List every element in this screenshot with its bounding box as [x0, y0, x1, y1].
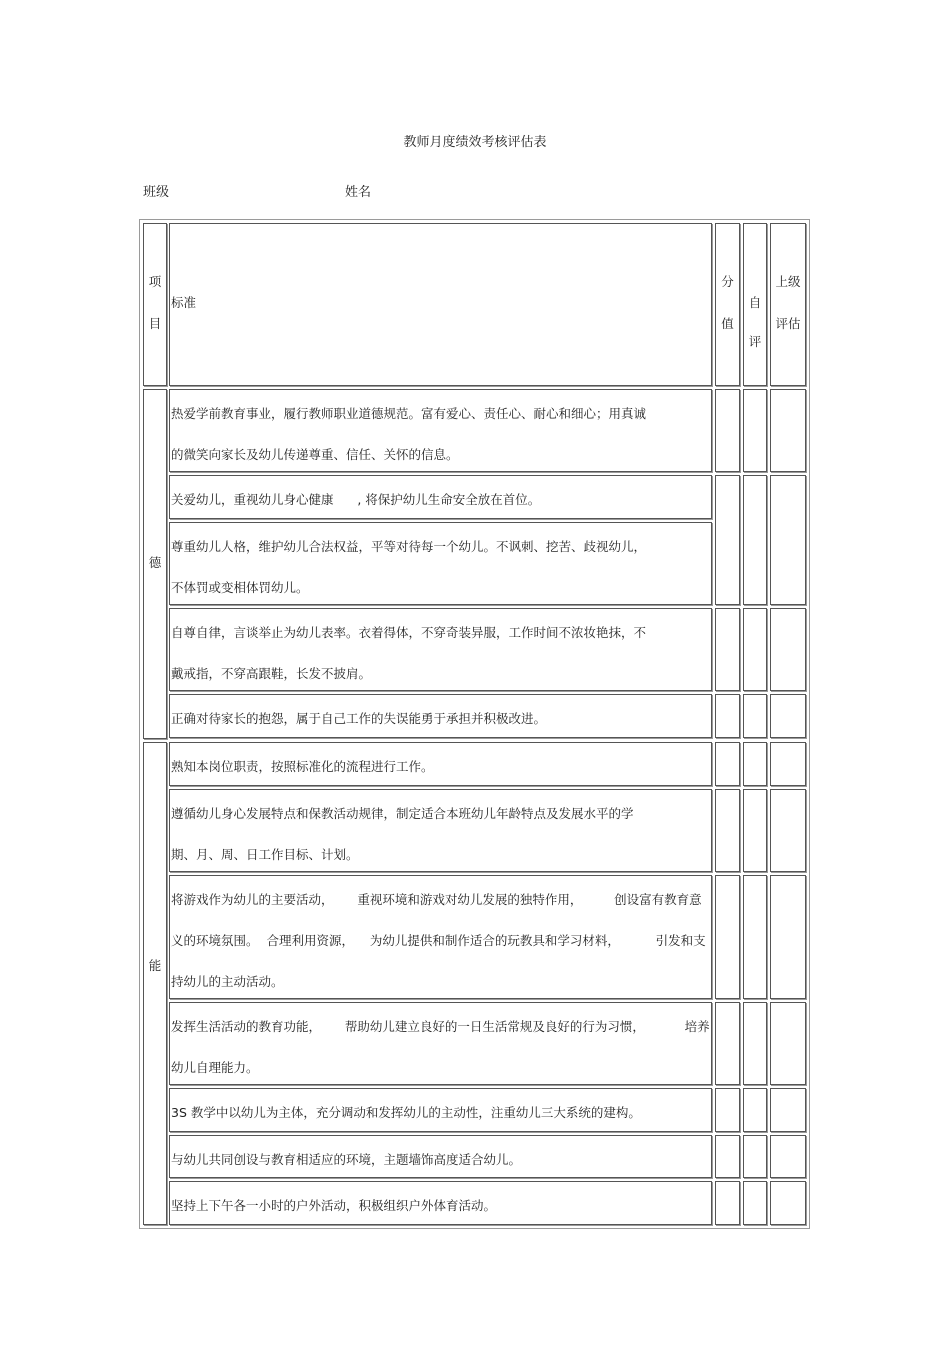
- criterion-line: 热爱学前教育事业，履行教师职业道德规范。富有爱心、责任心、耐心和细心；用真诚: [171, 406, 647, 421]
- category-neng-cell: [143, 742, 167, 1225]
- self-eval-cell[interactable]: [743, 789, 767, 872]
- criterion-row: [169, 1135, 712, 1178]
- superior-eval-cell[interactable]: [770, 608, 806, 691]
- header-superior-line-1: 上级: [775, 274, 801, 289]
- header-self-char-2: 评: [748, 334, 762, 349]
- score-cell[interactable]: [715, 475, 740, 605]
- criterion-line: 义的环境氛围。 合理利用资源， 为幼儿提供和制作适合的玩教具和学习材料， 引发和支: [171, 933, 706, 948]
- criterion-row: [169, 608, 712, 691]
- class-label: 班级: [143, 185, 170, 200]
- criterion-row: [169, 789, 712, 872]
- superior-eval-cell[interactable]: [770, 875, 806, 999]
- criterion-row: [169, 694, 712, 738]
- criterion-line: 自尊自律，言谈举止为幼儿表率。衣着得体，不穿奇装异服，工作时间不浓妆艳抹，不: [171, 625, 647, 640]
- self-eval-cell[interactable]: [743, 1088, 767, 1132]
- self-eval-cell[interactable]: [743, 608, 767, 691]
- criterion-line: 戴戒指，不穿高跟鞋，长发不披肩。: [171, 666, 372, 681]
- self-eval-cell[interactable]: [743, 1181, 767, 1225]
- criterion-row: [169, 742, 712, 786]
- superior-eval-cell[interactable]: [770, 1135, 806, 1178]
- self-eval-cell[interactable]: [743, 1002, 767, 1085]
- name-label: 姓名: [345, 185, 372, 200]
- header-item-cell: [143, 223, 167, 386]
- criterion-row: [169, 1088, 712, 1132]
- criterion-row: [169, 389, 712, 472]
- criterion-row: [169, 1002, 712, 1085]
- criterion-line: 不体罚或变相体罚幼儿。: [171, 580, 309, 595]
- superior-eval-cell[interactable]: [770, 1002, 806, 1085]
- criterion-line: 与幼儿共同创设与教育相适应的环境，主题墙饰高度适合幼儿。: [171, 1152, 522, 1167]
- score-cell[interactable]: [715, 1088, 740, 1132]
- header-self-char-1: 自: [748, 295, 762, 310]
- self-eval-cell[interactable]: [743, 742, 767, 786]
- self-eval-cell[interactable]: [743, 389, 767, 472]
- self-eval-cell[interactable]: [743, 694, 767, 738]
- header-item-char-1: 项: [148, 274, 162, 289]
- score-cell[interactable]: [715, 694, 740, 738]
- criterion-row: [169, 875, 712, 999]
- self-eval-cell[interactable]: [743, 475, 767, 605]
- superior-eval-cell[interactable]: [770, 694, 806, 738]
- superior-eval-cell[interactable]: [770, 742, 806, 786]
- category-neng-label: 能: [148, 958, 162, 973]
- score-cell[interactable]: [715, 875, 740, 999]
- criterion-line: 关爱幼儿，重视幼儿身心健康 , 将保护幼儿生命安全放在首位。: [171, 492, 541, 507]
- page-title: 教师月度绩效考核评估表: [403, 135, 547, 150]
- header-self-cell: [743, 223, 767, 386]
- criterion-line: 的微笑向家长及幼儿传递尊重、信任、关怀的信息。: [171, 447, 459, 462]
- category-de-cell: [143, 389, 167, 739]
- header-superior-line-2: 评估: [775, 316, 801, 331]
- criterion-line: 正确对待家长的抱怨，属于自己工作的失误能勇于承担并积极改进。: [171, 711, 547, 726]
- criterion-line: 将游戏作为幼儿的主要活动， 重视环境和游戏对幼儿发展的独特作用， 创设富有教育意: [171, 892, 702, 907]
- criterion-row: [169, 522, 712, 605]
- superior-eval-cell[interactable]: [770, 475, 806, 605]
- score-cell[interactable]: [715, 742, 740, 786]
- category-de-label: 德: [148, 555, 162, 570]
- score-cell[interactable]: [715, 789, 740, 872]
- superior-eval-cell[interactable]: [770, 789, 806, 872]
- self-eval-cell[interactable]: [743, 1135, 767, 1178]
- criterion-line: 熟知本岗位职责，按照标准化的流程进行工作。: [171, 759, 434, 774]
- criterion-line: 3S 教学中以幼儿为主体，充分调动和发挥幼儿的主动性，注重幼儿三大系统的建构。: [171, 1105, 641, 1120]
- score-cell[interactable]: [715, 1181, 740, 1225]
- criterion-line: 发挥生活活动的教育功能， 帮助幼儿建立良好的一日生活常规及良好的行为习惯， 培养: [171, 1019, 710, 1034]
- header-standard-label: 标准: [171, 295, 197, 310]
- header-score-cell: [715, 223, 740, 386]
- criterion-line: 坚持上下午各一小时的户外活动，积极组织户外体育活动。: [171, 1198, 497, 1213]
- criterion-line: 持幼儿的主动活动。: [171, 974, 284, 989]
- criterion-row: [169, 1181, 712, 1225]
- header-superior-cell: [770, 223, 806, 386]
- score-cell[interactable]: [715, 608, 740, 691]
- superior-eval-cell[interactable]: [770, 1088, 806, 1132]
- superior-eval-cell[interactable]: [770, 1181, 806, 1225]
- header-standard-cell: [169, 223, 712, 386]
- criterion-row: [169, 475, 712, 519]
- header-score-char-2: 值: [721, 316, 734, 331]
- criterion-line: 尊重幼儿人格，维护幼儿合法权益，平等对待每一个幼儿。不讽刺、挖苦、歧视幼儿，: [171, 539, 647, 554]
- header-score-char-1: 分: [721, 274, 734, 289]
- score-cell[interactable]: [715, 1135, 740, 1178]
- criterion-line: 遵循幼儿身心发展特点和保教活动规律，制定适合本班幼儿年龄特点及发展水平的学: [171, 806, 634, 821]
- criterion-line: 幼儿自理能力。: [171, 1060, 259, 1075]
- criterion-line: 期、月、周、日工作目标、计划。: [171, 847, 359, 862]
- header-item-char-2: 目: [148, 316, 162, 331]
- self-eval-cell[interactable]: [743, 875, 767, 999]
- score-cell[interactable]: [715, 1002, 740, 1085]
- score-cell[interactable]: [715, 389, 740, 472]
- superior-eval-cell[interactable]: [770, 389, 806, 472]
